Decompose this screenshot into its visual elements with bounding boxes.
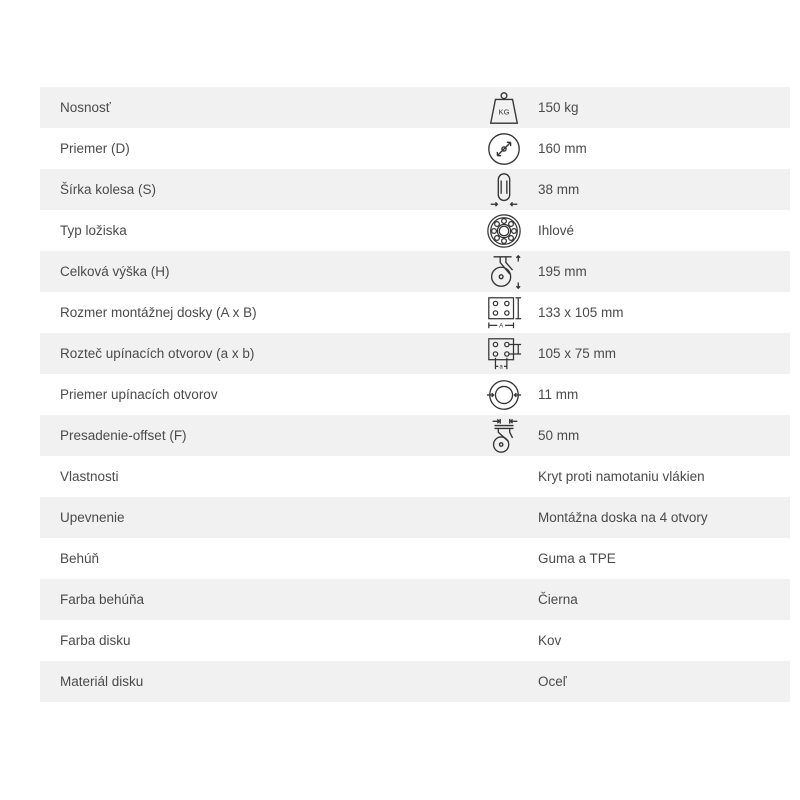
spec-value: 50 mm (538, 428, 580, 443)
spec-value: Guma a TPE (538, 551, 616, 566)
spec-value: 38 mm (538, 182, 580, 197)
spec-value: Čierna (538, 592, 578, 607)
spec-row-tread-color (40, 579, 790, 620)
spec-label: Presadenie-offset (F) (60, 428, 187, 443)
empty-icon-cell (470, 620, 538, 661)
empty-icon-cell (470, 497, 538, 538)
spec-row-diameter (40, 128, 790, 169)
spec-row-rim-material (40, 661, 790, 702)
spec-value: Oceľ (538, 674, 567, 689)
spec-row-overall-height (40, 251, 790, 292)
spec-row-swivel-offset (40, 415, 790, 456)
bolt-hole-diameter-icon (470, 374, 538, 415)
spec-row-rim-color (40, 620, 790, 661)
spec-label: Farba disku (60, 633, 131, 648)
spec-label: Typ ložiska (60, 223, 127, 238)
spec-label: Behúň (60, 551, 100, 566)
spec-label: Vlastnosti (60, 469, 119, 484)
spec-value: 133 x 105 mm (538, 305, 624, 320)
spec-row-load-capacity (40, 87, 790, 128)
empty-icon-cell (470, 661, 538, 702)
spec-label: Farba behúňa (60, 592, 145, 607)
wheel-width-icon (470, 169, 538, 210)
swivel-offset-icon (470, 415, 538, 456)
spec-row-mounting-plate-size (40, 292, 790, 333)
spec-value: Kov (538, 633, 562, 648)
spec-value: Montážna doska na 4 otvory (538, 510, 708, 525)
spec-value: Kryt proti namotaniu vlákien (538, 469, 705, 484)
spec-label: Materiál disku (60, 674, 144, 689)
spec-label: Priemer upínacích otvorov (60, 387, 218, 402)
needle-bearing-icon (470, 210, 538, 251)
spec-value: 150 kg (538, 100, 579, 115)
spec-row-wheel-width (40, 169, 790, 210)
weight-kg-icon (470, 87, 538, 128)
empty-icon-cell (470, 456, 538, 497)
spec-row-bearing-type (40, 210, 790, 251)
bolt-hole-spacing-icon (470, 333, 538, 374)
spec-value: 195 mm (538, 264, 587, 279)
caster-height-icon (470, 251, 538, 292)
spec-row-bolt-hole-spacing (40, 333, 790, 374)
spec-label: Nosnosť (60, 100, 111, 115)
mounting-plate-size-icon (470, 292, 538, 333)
spec-label: Rozteč upínacích otvorov (a x b) (60, 346, 255, 361)
spec-value: 11 mm (538, 387, 579, 402)
spec-label: Priemer (D) (60, 141, 130, 156)
spec-value: 160 mm (538, 141, 587, 156)
spec-label: Celková výška (H) (60, 264, 170, 279)
spec-value: 105 x 75 mm (538, 346, 617, 361)
spec-value: Ihlové (538, 223, 575, 238)
svg-text:a: a (499, 363, 503, 371)
spec-label: Upevnenie (60, 510, 125, 525)
wheel-diameter-icon (470, 128, 538, 169)
empty-icon-cell (470, 538, 538, 579)
empty-icon-cell (470, 579, 538, 620)
spec-row-mounting (40, 497, 790, 538)
svg-text:A: A (499, 322, 504, 330)
spec-row-features (40, 456, 790, 497)
svg-text:KG: KG (498, 107, 510, 117)
spec-table (40, 87, 790, 702)
spec-label: Šírka kolesa (S) (60, 182, 157, 197)
spec-label: Rozmer montážnej dosky (A x B) (60, 305, 257, 320)
spec-row-tread (40, 538, 790, 579)
spec-row-bolt-hole-diameter (40, 374, 790, 415)
